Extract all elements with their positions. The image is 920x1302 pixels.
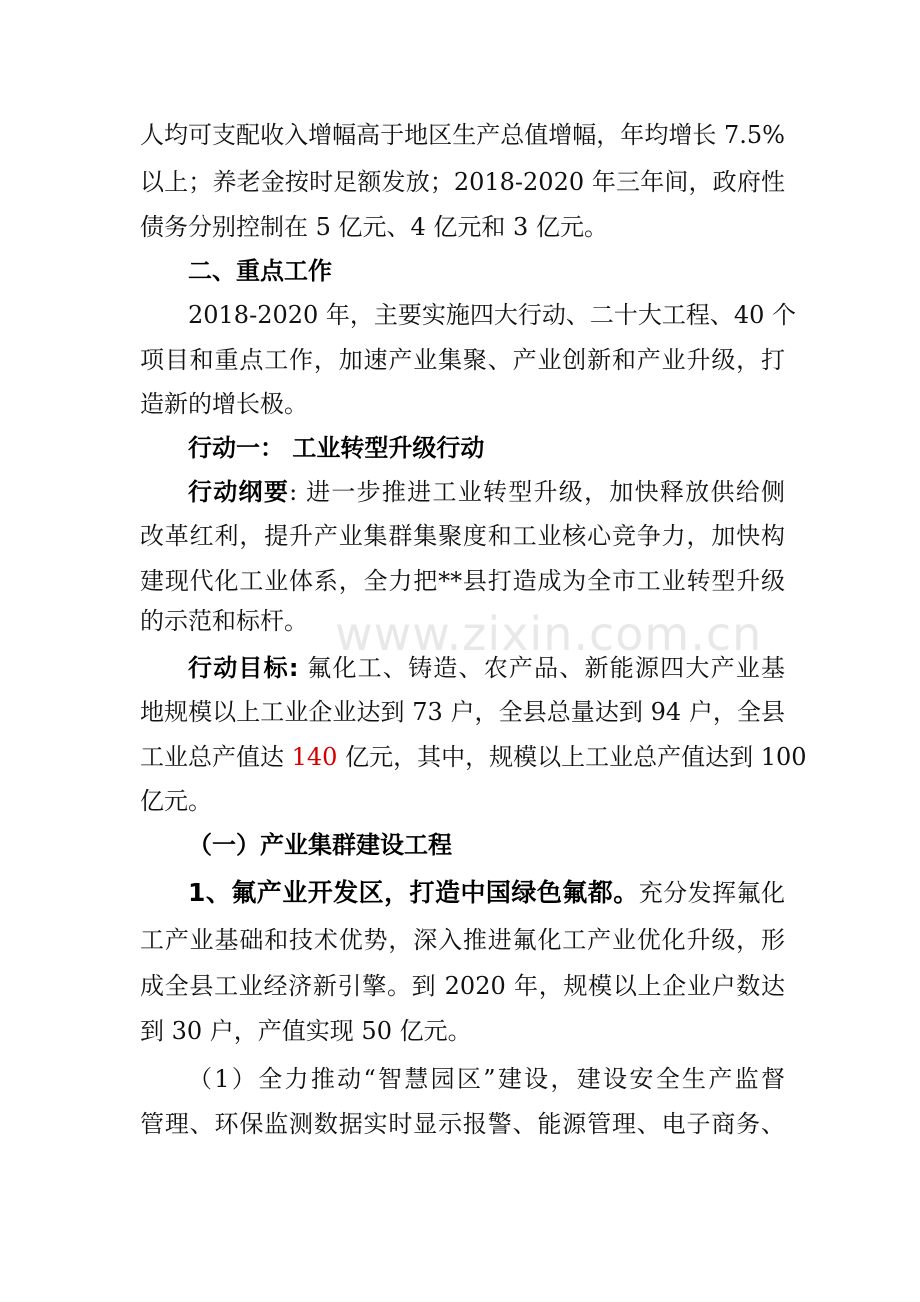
action-heading: 行动一： 工业转型升级行动 — [188, 434, 485, 462]
item-text: 充分发挥氟化 — [638, 879, 785, 907]
paragraph-line: 地规模以上工业企业达到 73 户，全县总量达到 94 户，全县 — [140, 698, 785, 726]
paragraph-line: 亿元。 — [140, 787, 212, 815]
subsection-heading: （一）产业集群建设工程 — [188, 831, 452, 859]
outline-line — [188, 477, 785, 507]
paragraph-line: 2018-2020 年，主要实施四大行动、二十大工程、40 个 — [188, 301, 797, 329]
paragraph-line: 项目和重点工作，加速产业集聚、产业创新和产业升级，打 — [140, 346, 785, 374]
text-segment: 亿元，其中，规模以上工业总产值达到 100 — [337, 743, 807, 771]
paragraph-line: （1）全力推动“智慧园区”建设，建设安全生产监督 — [188, 1065, 785, 1093]
item-line — [188, 878, 785, 908]
paragraph-line: 的示范和标杆。 — [140, 607, 308, 635]
paragraph-line: 改革红利，提升产业集群集聚度和工业核心竞争力，加快构 — [140, 522, 785, 550]
paragraph-line: 人均可支配收入增幅高于地区生产总值增幅，年均增长 7.5% — [140, 121, 785, 149]
outline-label: 行动纲要 — [188, 478, 290, 506]
item-title: 1、氟产业开发区，打造中国绿色氟都。 — [188, 878, 639, 907]
paragraph-line: 管理、环保监测数据实时显示报警、能源管理、电子商务、 — [140, 1110, 785, 1138]
outline-text: : 进一步推进工业转型升级，加快释放供给侧 — [289, 478, 785, 506]
paragraph-line: 造新的增长极。 — [140, 390, 308, 418]
paragraph-line: 工产业基础和技术优势，深入推进氟化工产业优化升级，形 — [140, 926, 785, 954]
target-text: 氟化工、铸造、农产品、新能源四大产业基 — [298, 654, 785, 682]
paragraph-line: 以上；养老金按时足额发放；2018-2020 年三年间，政府性 — [140, 168, 785, 196]
watermark: www.zixin.com.cn — [335, 607, 763, 661]
paragraph-line: 到 30 户，产值实现 50 亿元。 — [140, 1017, 472, 1045]
paragraph-line: 成全县工业经济新引擎。到 2020 年，规模以上企业户数达 — [140, 972, 785, 1000]
paragraph-line: 建现代化工业体系，全力把**县打造成为全市工业转型升级 — [140, 567, 785, 595]
section-heading: 二、重点工作 — [188, 257, 332, 285]
highlighted-value: 140 — [291, 743, 338, 771]
text-segment: 工业总产值达 — [140, 743, 292, 771]
target-label: 行动目标: — [188, 654, 299, 682]
paragraph-line — [140, 742, 807, 772]
paragraph-line: 债务分别控制在 5 亿元、4 亿元和 3 亿元。 — [140, 213, 608, 241]
